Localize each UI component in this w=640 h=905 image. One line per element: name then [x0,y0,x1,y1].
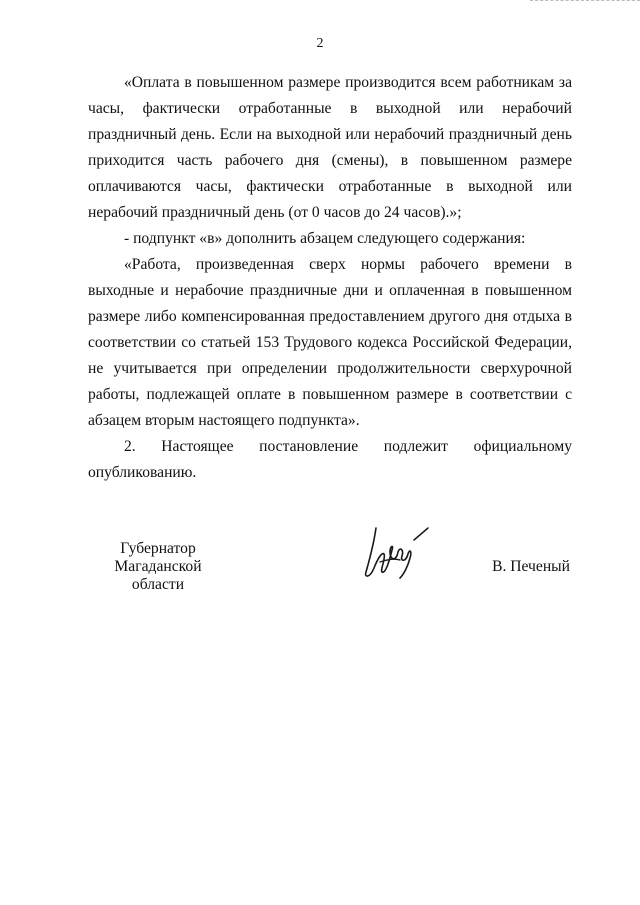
handwritten-signature [360,522,440,584]
paragraph-publication: 2. Настоящее постановление подлежит официальному опубликованию. [88,438,572,481]
signatory-title-line1: Губернатор [120,540,196,557]
signatory-name: В. Печеный [492,558,570,575]
scan-edge-line [530,0,640,3]
paragraph-payment-rule: «Оплата в повышенном размере производится всем работникам за часы, фактически отработанные в выходной или нерабочий праздничный день. Если на выходной или нерабочий праздничный день приходится часть рабочего дня (смены), в повышенном размере оплачиваются часы, фактически отработанные в выходной или нерабочий праздничный день (от 0 часов до 24 часов).»; [88,74,572,221]
page-number: 2 [316,36,324,51]
paragraph-subclause-amendment: - подпункт «в» дополнить абзацем следующего содержания: [124,230,526,247]
signatory-title-line2: Магаданской области [114,558,202,593]
paragraph-overtime-rule: «Работа, произведенная сверх нормы рабочего времени в выходные и нерабочие праздничные дни и оплаченная в повышенном размере либо компенсированная предоставлением другого дня отдыха в соответствии со статьей 153 Трудового кодекса Российской Федерации, не учитывается при определении продолжительности сверхурочной работы, подлежащей оплате в повышенном размере в соответствии с абзацем вторым настоящего подпункта». [88,256,572,429]
signatory-title [88,540,228,594]
document-body [88,70,572,486]
